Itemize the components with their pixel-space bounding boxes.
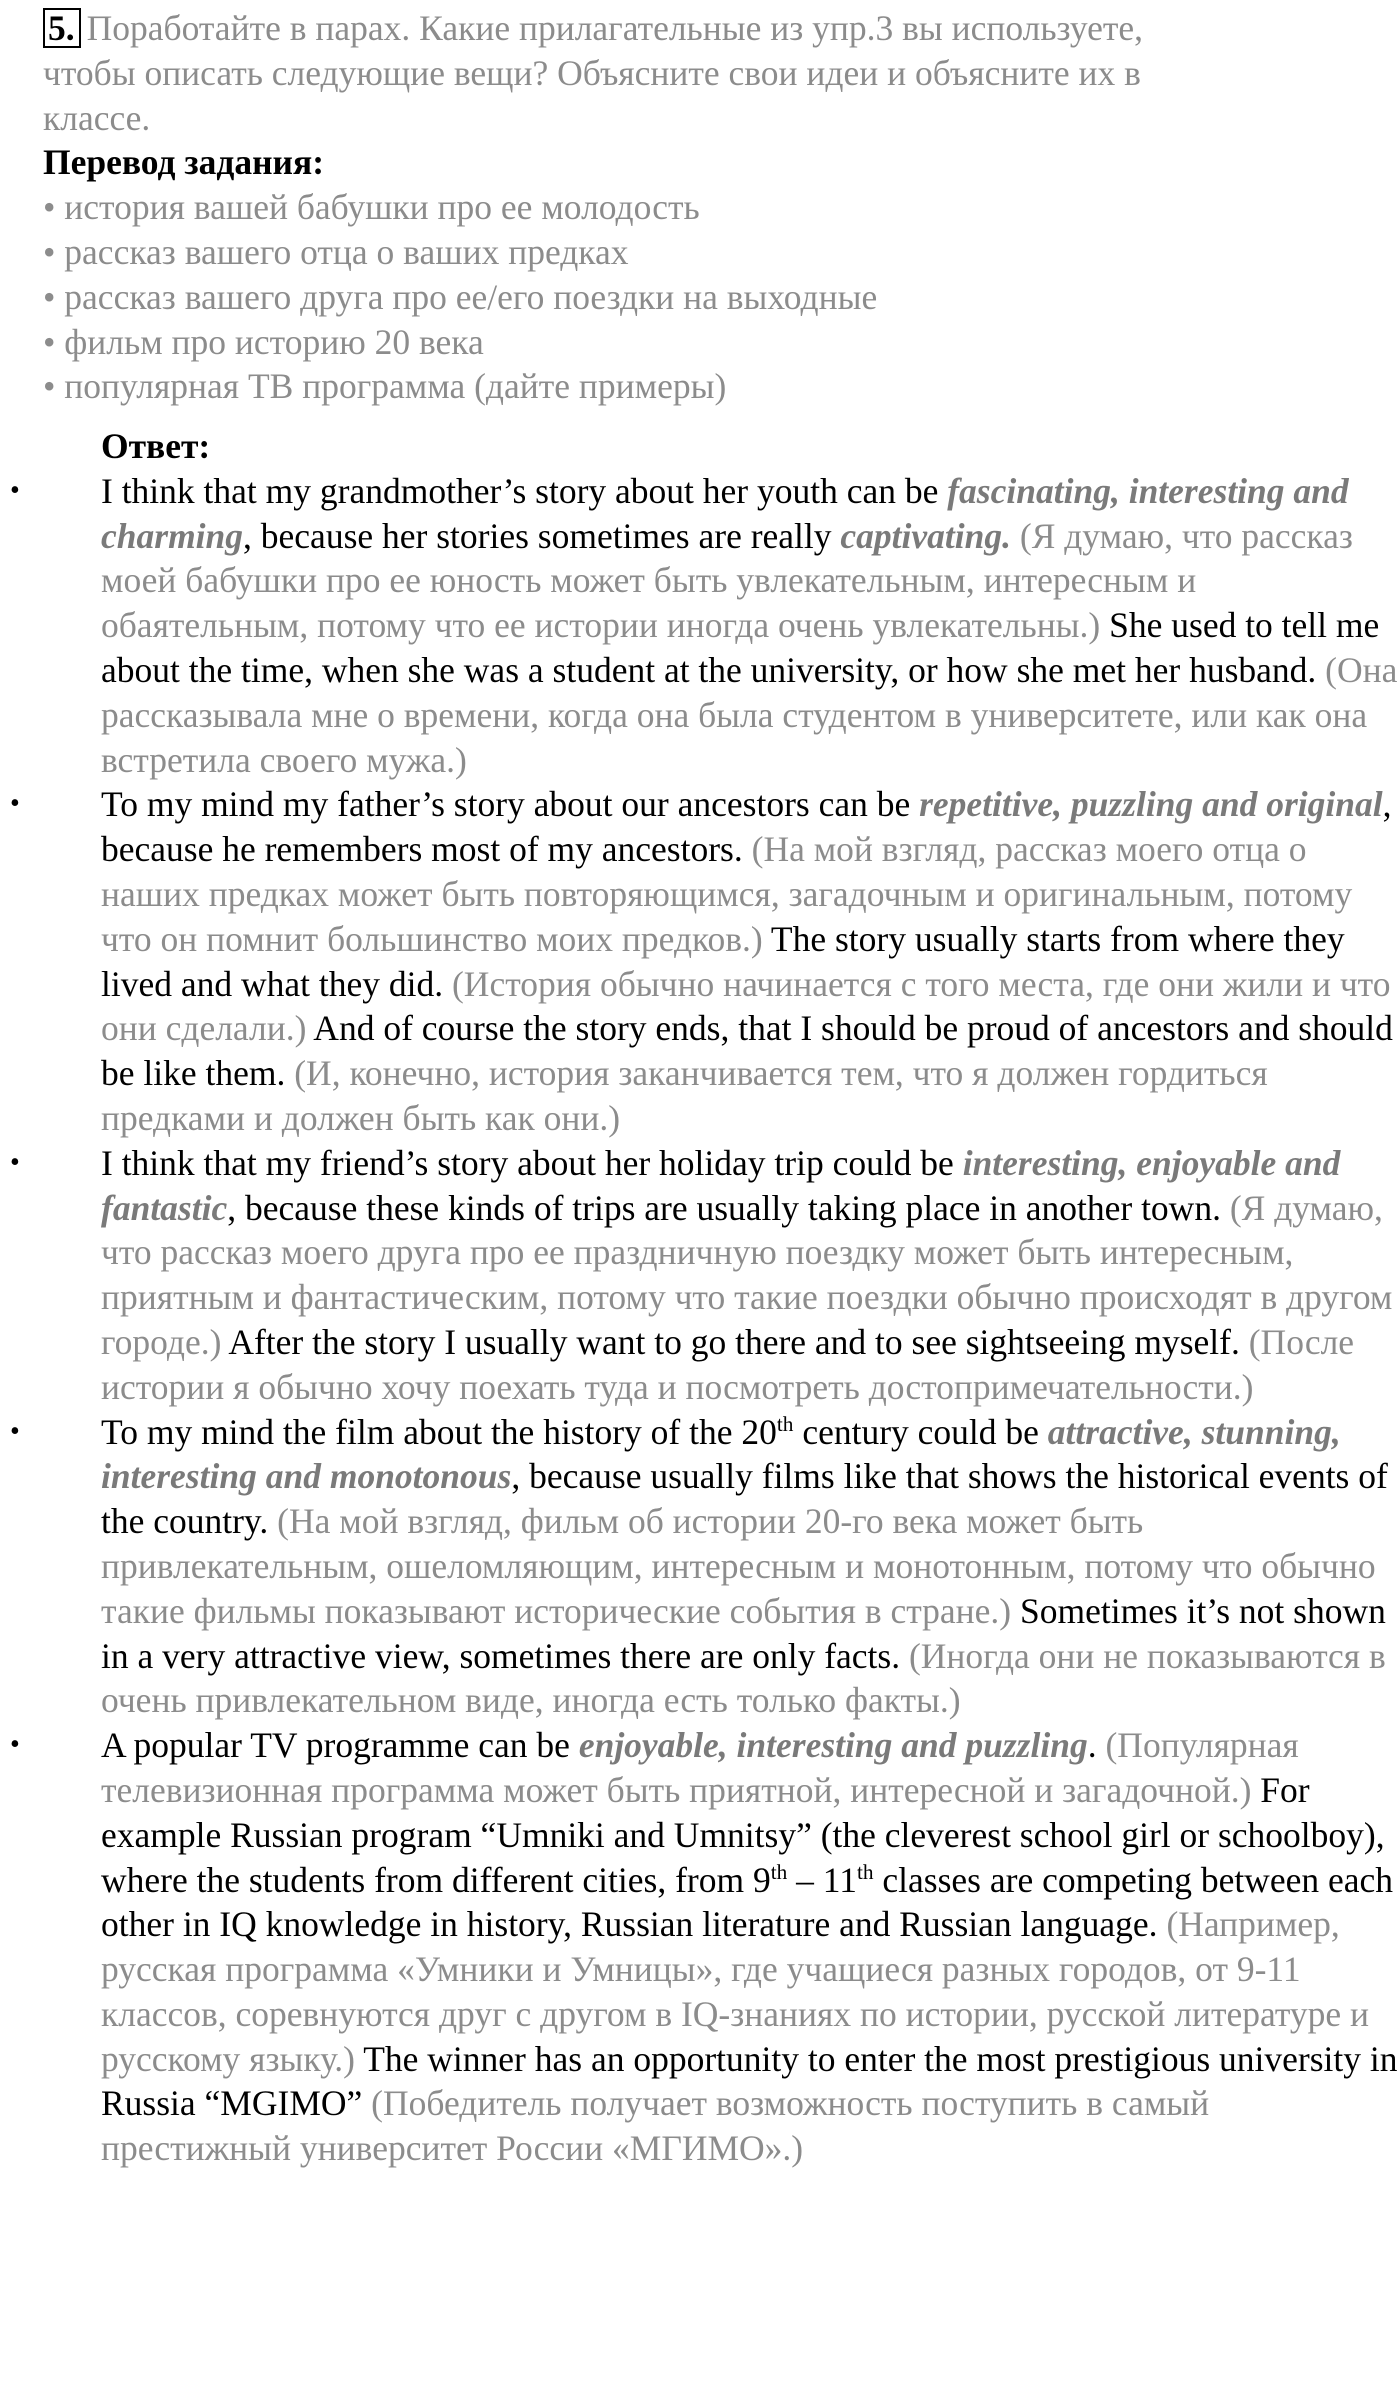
russian-translation: (Я думаю, что рассказ моей бабушки про ее юность может быть увлекательным, интересным и обаятельным, потому что ее истории иногда очень увлекательны.): [101, 515, 1353, 646]
russian-translation: (На мой взгляд, фильм об истории 20-го века может быть привлекательным, ошеломляющим, интересным и монотонным, потому что обычно такие фильмы показывают исторические события в стране.): [101, 1501, 1376, 1631]
russian-translation: (Например, русская программа «Умники и Умницы», где учащиеся разных городов, от 9-11 классов, соревнуются друг с другом в IQ-знаниях по истории, русской литературе и русскому языку.): [101, 1904, 1369, 2079]
english-text: And of course the story ends, that I should be proud of ancestors and should be like them.: [101, 1008, 1393, 1094]
english-text: classes are competing between each other in IQ knowledge in history, Russian literature and Russian language.: [101, 1859, 1393, 1945]
english-text: , because her stories sometimes are really: [243, 515, 841, 556]
english-text: After the story I usually want to go there and to see sightseeing myself.: [221, 1321, 1240, 1362]
english-text: The winner has an opportunity to enter the most prestigious university in Russia “MGIMO”: [101, 2038, 1398, 2124]
ordinal-suffix: th: [856, 1859, 874, 1884]
russian-translation: (На мой взгляд, рассказ моего отца о наших предках может быть повторяющимся, загадочным и оригинальным, потому что он помнит большинство моих предков.): [101, 829, 1353, 959]
english-text: A popular TV programme can be: [101, 1725, 579, 1766]
bullet-dot: •: [10, 1146, 20, 1178]
answer-item-grandmother: [10, 469, 1399, 783]
russian-translation: (Я думаю, что рассказ моего друга про ее праздничную поездку может быть интересным, приятным и фантастическим, потому что такие поездки обычно происходят в другом городе.): [101, 1187, 1393, 1362]
task-bullet-5: • популярная ТВ программа (дайте примеры): [43, 366, 727, 407]
english-text: – 11: [787, 1859, 857, 1900]
bullet-dot: •: [10, 474, 20, 506]
english-text: , because these kinds of trips are usually taking place in another town.: [227, 1187, 1221, 1228]
english-text: century could be: [793, 1411, 1048, 1452]
russian-translation: (Популярная телевизионная программа может быть приятной, интересной и загадочной.): [101, 1725, 1299, 1810]
russian-translation: (История обычно начинается с того места, где они жили и что они сделали.): [101, 963, 1391, 1049]
task-prompt-line-1: Поработайте в парах. Какие прилагательные из упр.3 вы используете,: [86, 8, 1144, 48]
adjectives-highlight: fascinating, interesting and charming: [101, 470, 1349, 556]
english-text: , because he remembers most of my ancestors.: [101, 784, 1392, 870]
task-bullet-1: • история вашей бабушки про ее молодость: [43, 187, 700, 228]
english-text: .: [1087, 1725, 1097, 1766]
english-text: To my mind the film about the history of the 20: [101, 1411, 777, 1452]
adjectives-highlight: captivating.: [840, 515, 1011, 556]
english-text: I think that my friend’s story about her holiday trip could be: [101, 1142, 963, 1183]
bullet-dot: •: [10, 1729, 20, 1761]
task-bullet-4: • фильм про историю 20 века: [43, 321, 484, 362]
russian-translation: (И, конечно, история заканчивается тем, что я должен гордиться предками и должен быть как они.): [101, 1053, 1268, 1138]
english-text: She used to tell me about the time, when she was a student at the university, or how she met her husband.: [101, 605, 1380, 690]
answer-item-tv-programme: [10, 1723, 1399, 2171]
answer-item-friend: [10, 1141, 1399, 1410]
russian-translation: (Иногда они не показываются в очень привлекательном виде, иногда есть только факты.): [101, 1635, 1386, 1721]
task-bullet-2: • рассказ вашего отца о ваших предках: [43, 231, 629, 272]
adjectives-highlight: enjoyable, interesting and puzzling: [578, 1725, 1088, 1766]
english-text: I think that my grandmother’s story about her youth can be: [101, 470, 948, 511]
task-prompt-line-2: чтобы описать следующие вещи? Объясните свои идеи и объясните их в: [43, 52, 1141, 93]
ordinal-suffix: th: [776, 1411, 794, 1436]
answer-item-father: [10, 782, 1399, 1140]
russian-translation: (Победитель получает возможность поступить в самый престижный университет России «МГИМО».): [101, 2083, 1210, 2169]
english-text: Sometimes it’s not shown in a very attractive view, sometimes there are only facts.: [101, 1590, 1386, 1676]
english-text: The story usually starts from where they lived and what they did.: [101, 918, 1345, 1004]
task-prompt: [43, 6, 1343, 140]
task-bullet-3: • рассказ вашего друга про ее/его поездки на выходные: [43, 276, 878, 317]
task-prompt-line-3: классе.: [43, 97, 151, 138]
russian-translation: (Она рассказывала мне о времени, когда она была студентом в университете, или как она встретила своего мужа.): [101, 649, 1398, 780]
bullet-dot: •: [10, 1415, 20, 1447]
ordinal-suffix: th: [770, 1859, 788, 1884]
adjectives-highlight: repetitive, puzzling and original: [919, 784, 1383, 825]
adjectives-highlight: interesting, enjoyable and fantastic: [101, 1142, 1341, 1228]
task-number-box: 5.: [43, 8, 81, 48]
adjectives-highlight: attractive, stunning, interesting and monotonous: [101, 1411, 1341, 1497]
bullet-dot: •: [10, 788, 20, 820]
russian-translation: (После истории я обычно хочу поехать туда и посмотреть достопримечательности.): [101, 1321, 1355, 1407]
answer-item-film: [10, 1410, 1399, 1724]
task-block: [43, 6, 1343, 409]
translation-heading: Перевод задания:: [43, 142, 325, 183]
answer-heading: Ответ:: [101, 426, 211, 466]
english-text: For example Russian program “Umniki and Umnitsy” (the cleverest school girl or schoolboy), where the students from different cities, from 9: [101, 1769, 1385, 1900]
english-text: , because usually films like that shows the historical events of the country.: [101, 1456, 1388, 1542]
english-text: To my mind my father’s story about our ancestors can be: [101, 784, 920, 825]
answer-block: [0, 424, 1400, 2171]
